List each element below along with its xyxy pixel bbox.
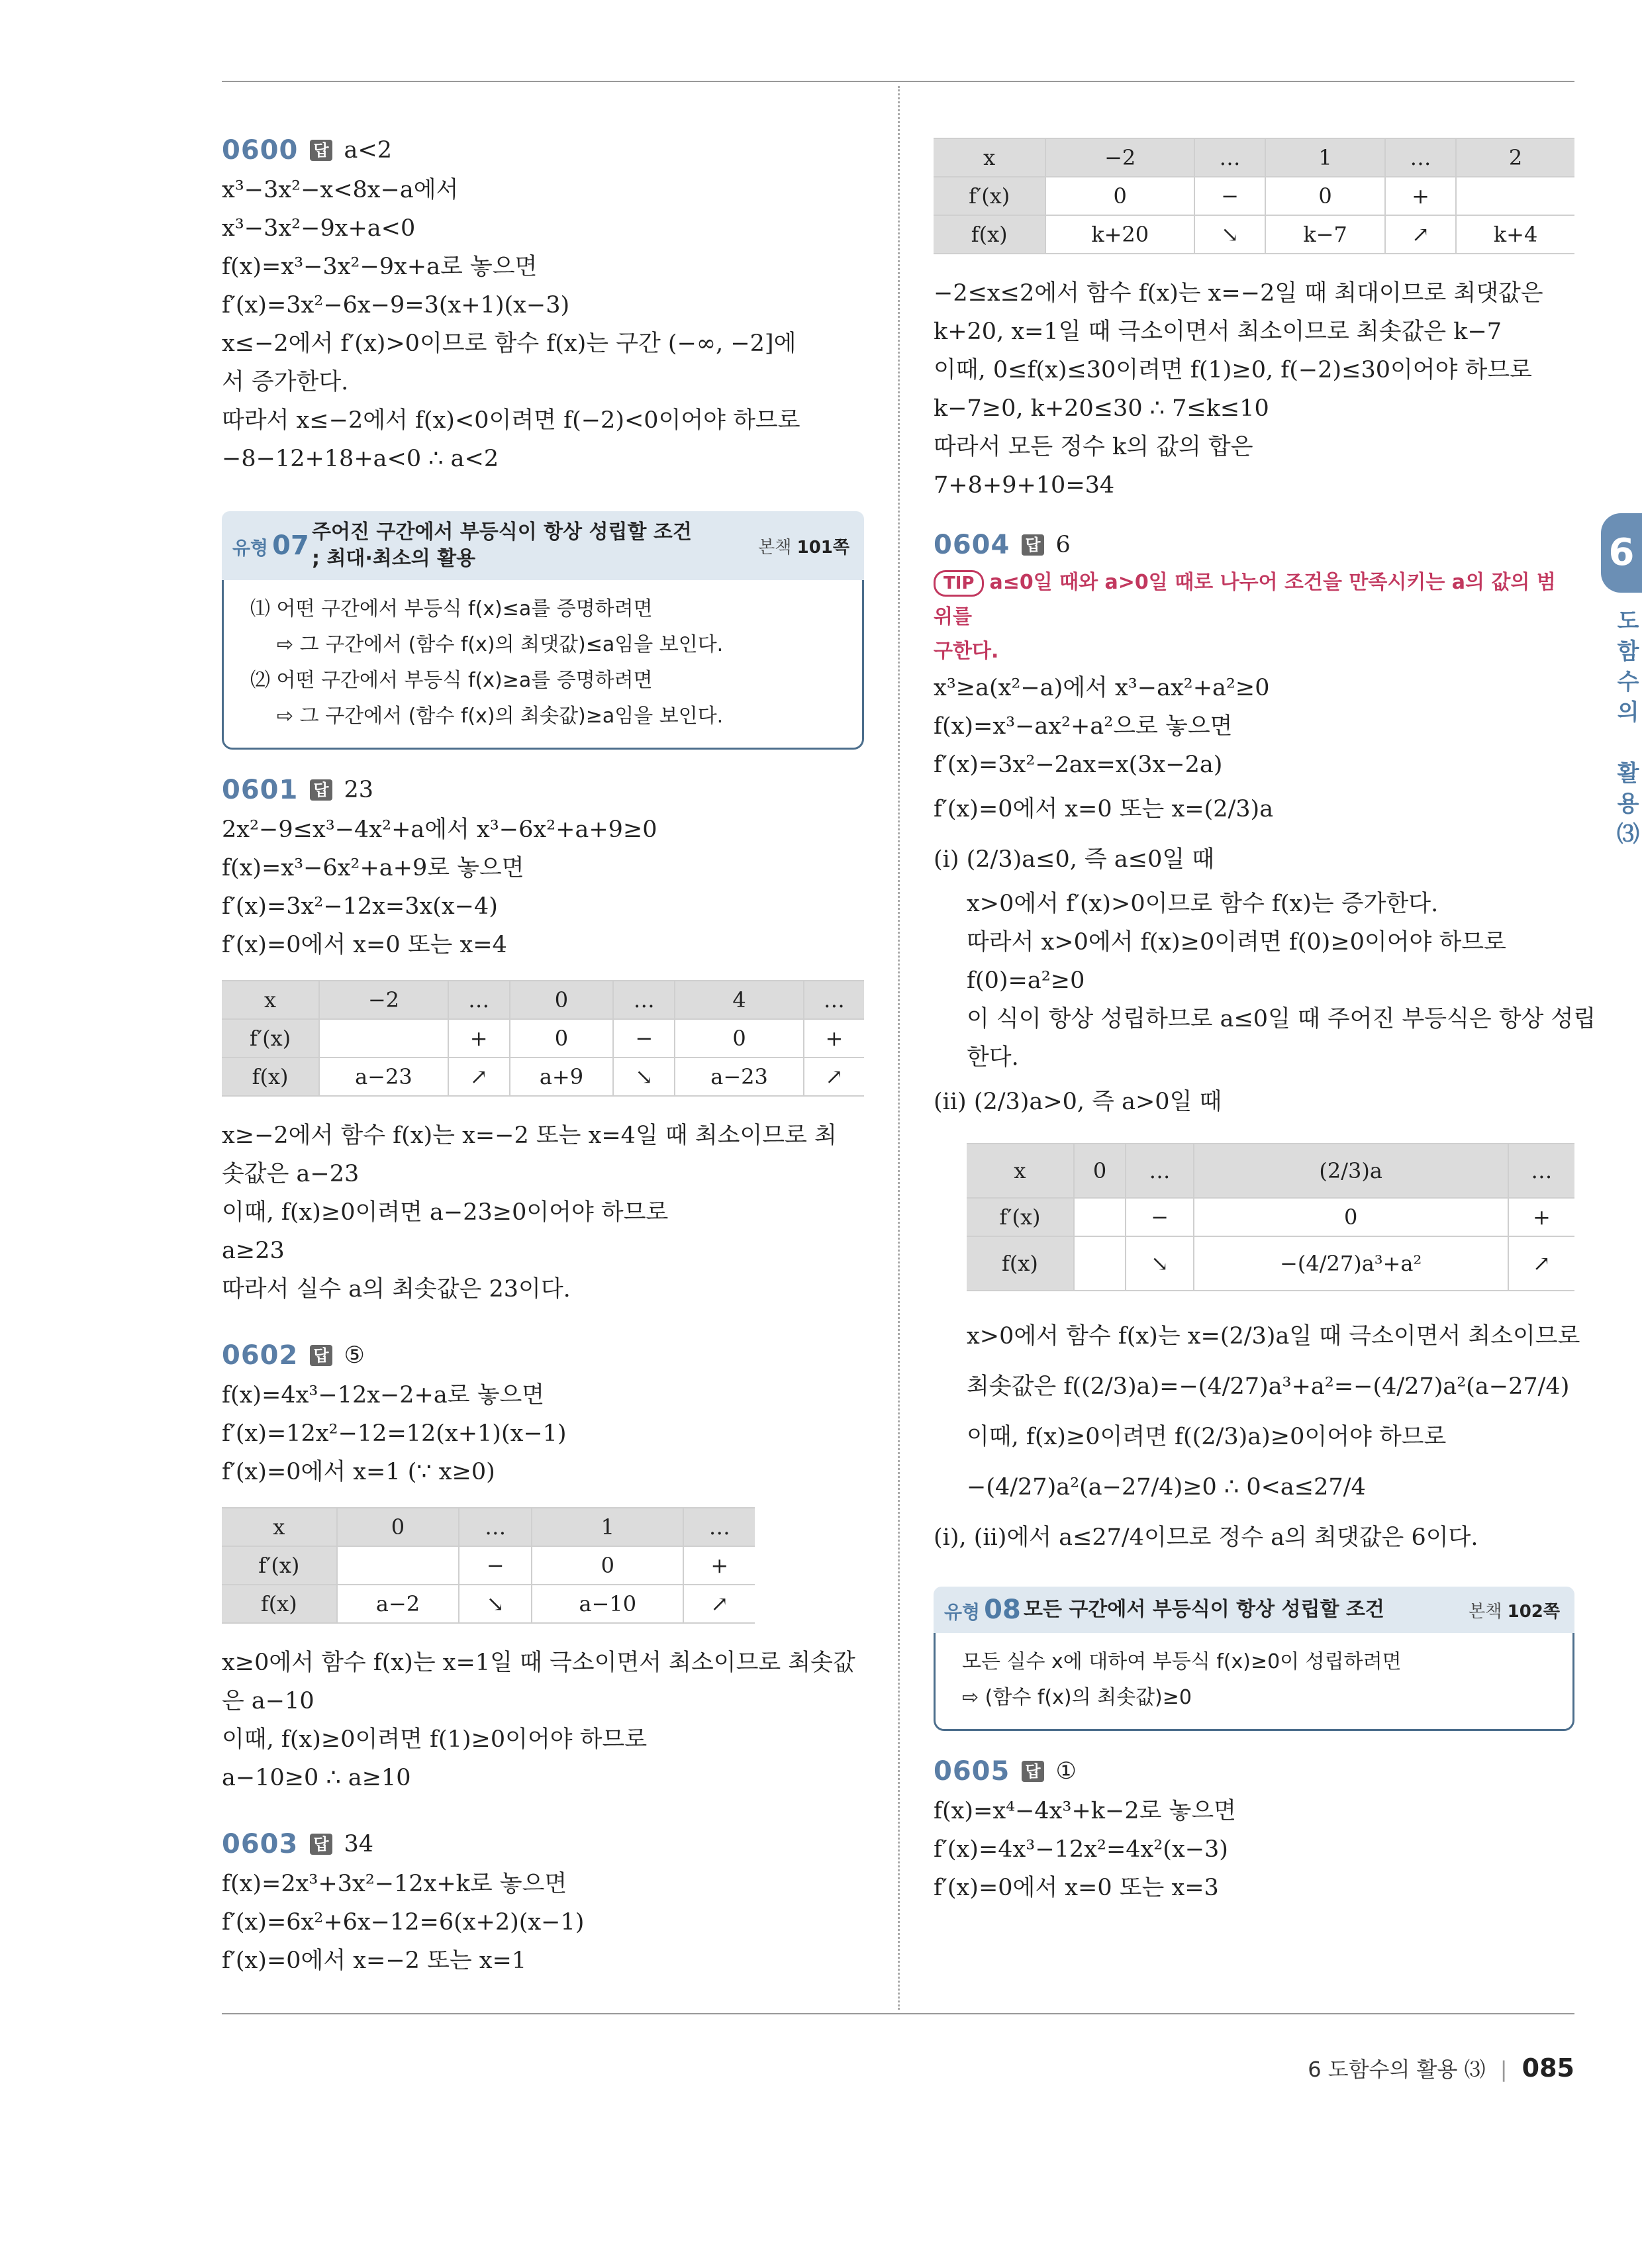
answer-value: ⑤ bbox=[344, 1342, 365, 1369]
answer-value: 23 bbox=[344, 777, 374, 803]
answer-badge: 답 bbox=[310, 779, 332, 801]
footer-separator: | bbox=[1500, 2057, 1508, 2082]
solution-line: 서 증가한다. bbox=[222, 369, 349, 395]
type-banner bbox=[934, 1587, 1574, 1633]
solution-line: f′(x)=3x²−2ax=x(3x−2a) bbox=[934, 752, 1223, 778]
problem-number: 0601 bbox=[222, 775, 299, 805]
type-tag: 유형 08 bbox=[944, 1595, 1021, 1625]
variation-table-0602: x 0 … 1 … f′(x) − 0 + f(x) a−2 ↘ a−10 ↗ bbox=[222, 1507, 755, 1624]
solution-line: 이때, f(x)≥0이려면 a−23≥0이어야 하므로 bbox=[222, 1199, 669, 1226]
answer-badge: 답 bbox=[310, 1834, 332, 1855]
answer-value: ① bbox=[1055, 1758, 1077, 1785]
solution-line: 이때, f(x)≥0이려면 f((2/3)a)≥0이어야 하므로 bbox=[967, 1424, 1447, 1450]
case-i-heading: (i) (2/3)a≤0, 즉 a≤0일 때 bbox=[934, 846, 1215, 873]
solution-line: 이때, f(x)≥0이려면 f(1)≥0이어야 하므로 bbox=[222, 1726, 648, 1753]
type-body bbox=[934, 1629, 1574, 1731]
type-line: 모든 실수 x에 대하여 부등식 f(x)≥0이 성립하려면 bbox=[962, 1650, 1402, 1673]
type-line: ⇨ 그 구간에서 (함수 f(x)의 최댓값)≤a임을 보인다. bbox=[277, 633, 724, 656]
type-07-box bbox=[222, 511, 864, 750]
type-08-box bbox=[934, 1587, 1574, 1731]
solution-line: −8−12+18+a<0 ∴ a<2 bbox=[222, 446, 499, 472]
answer-badge: 답 bbox=[1022, 1761, 1043, 1782]
variation-table-0604: x 0 … (2/3)a … f′(x) − 0 + f(x) ↘ −(4/27)a³+a² ↗ bbox=[967, 1143, 1574, 1291]
type-tag: 유형 07 bbox=[232, 530, 309, 561]
solution-line: f′(x)=0에서 x=0 또는 x=4 bbox=[222, 932, 507, 958]
problem-number: 0602 bbox=[222, 1340, 299, 1371]
solution-line: f′(x)=3x²−12x=3x(x−4) bbox=[222, 893, 498, 920]
solution-line: 따라서 실수 a의 최솟값은 23이다. bbox=[222, 1276, 571, 1303]
problem-number: 0600 bbox=[222, 135, 299, 166]
solution-line: f(0)=a²≥0 bbox=[967, 967, 1085, 994]
solution-line: x³−3x²−9x+a<0 bbox=[222, 215, 416, 242]
solution-line: f′(x)=0에서 x=0 또는 x=3 bbox=[934, 1875, 1219, 1901]
answer-value: 34 bbox=[344, 1831, 374, 1857]
type-title: 주어진 구간에서 부등식이 항상 성립할 조건 ; 최대·최소의 활용 bbox=[312, 520, 692, 570]
solution-line: 따라서 x≤−2에서 f(x)<0이려면 f(−2)<0이어야 하므로 bbox=[222, 407, 800, 434]
answer-badge: 답 bbox=[310, 1345, 332, 1366]
problem-0600-header bbox=[222, 130, 864, 171]
solution-line: f(x)=2x³+3x²−12x+k로 놓으면 bbox=[222, 1871, 567, 1897]
problem-number: 0605 bbox=[934, 1756, 1010, 1787]
type-body bbox=[222, 576, 864, 750]
solution-line: f′(x)=4x³−12x²=4x²(x−3) bbox=[934, 1836, 1228, 1863]
solution-line: x³≥a(x²−a)에서 x³−ax²+a²≥0 bbox=[934, 675, 1270, 701]
problem-0603-header bbox=[222, 1824, 864, 1865]
solution-line: 솟값은 a−23 bbox=[222, 1161, 360, 1187]
chapter-side-label: 도 함 수 의 활 용 ⑶ bbox=[1617, 608, 1639, 848]
bottom-rule bbox=[222, 2013, 1574, 2014]
solution-line: x>0에서 f′(x)>0이므로 함수 f(x)는 증가한다. bbox=[967, 891, 1439, 917]
type-title: 모든 구간에서 부등식이 항상 성립할 조건 bbox=[1024, 1598, 1384, 1621]
problem-0601-header bbox=[222, 769, 864, 811]
solution-line: −(4/27)a²(a−27/4)≥0 ∴ 0<a≤27/4 bbox=[967, 1474, 1366, 1501]
right-column bbox=[934, 130, 1596, 1907]
solution-line: x³−3x²−x<8x−a에서 bbox=[222, 177, 459, 203]
solution-line: 이때, 0≤f(x)≤30이려면 f(1)≥0, f(−2)≤30이어야 하므로 bbox=[934, 357, 1532, 383]
tip-line: TIP a≤0일 때와 a>0일 때로 나누어 조건을 만족시키는 a의 값의 범위를 bbox=[934, 571, 1556, 628]
solution-line: f′(x)=0에서 x=0 또는 x=(2/3)a bbox=[934, 796, 1274, 822]
variation-table-0601: x −2 … 0 … 4 … f′(x) + 0 − 0 + f(x) a−23 ↗ a+9 ↘ a−23 ↗ bbox=[222, 980, 864, 1097]
type-banner bbox=[222, 511, 864, 580]
solution-line: f′(x)=12x²−12=12(x+1)(x−1) bbox=[222, 1420, 567, 1447]
solution-line: f′(x)=6x²+6x−12=6(x+2)(x−1) bbox=[222, 1909, 585, 1936]
solution-line: f(x)=x⁴−4x³+k−2로 놓으면 bbox=[934, 1798, 1236, 1824]
solution-line: 한다. bbox=[967, 1044, 1019, 1071]
solution-line: 은 a−10 bbox=[222, 1688, 314, 1714]
solution-line: 따라서 모든 정수 k의 값의 합은 bbox=[934, 434, 1253, 460]
solution-line: 7+8+9+10=34 bbox=[934, 472, 1115, 499]
solution-line: a−10≥0 ∴ a≥10 bbox=[222, 1765, 411, 1791]
solution-line: f′(x)=0에서 x=−2 또는 x=1 bbox=[222, 1948, 527, 1974]
footer-chapter-title: 6 도함수의 활용 ⑶ bbox=[1308, 2057, 1486, 2082]
solution-line: f(x)=4x³−12x−2+a로 놓으면 bbox=[222, 1382, 545, 1408]
answer-value: a<2 bbox=[344, 137, 392, 164]
chapter-tab: 6 bbox=[1601, 513, 1642, 593]
solution-line: x≥−2에서 함수 f(x)는 x=−2 또는 x=4일 때 최소이므로 최 bbox=[222, 1122, 837, 1149]
type-reference: 본책 101쪽 bbox=[758, 537, 849, 558]
solution-line: f(x)=x³−ax²+a²으로 놓으면 bbox=[934, 713, 1233, 740]
solution-line: x>0에서 함수 f(x)는 x=(2/3)a일 때 극소이면서 최소이므로 bbox=[967, 1323, 1580, 1350]
tip-badge: TIP bbox=[934, 570, 984, 597]
type-line: ⑵ 어떤 구간에서 부등식 f(x)≥a를 증명하려면 bbox=[250, 669, 653, 692]
solution-line: a≥23 bbox=[222, 1238, 285, 1264]
solution-line: f(x)=x³−3x²−9x+a로 놓으면 bbox=[222, 254, 538, 280]
type-reference: 본책 102쪽 bbox=[1469, 1601, 1560, 1622]
problem-number: 0603 bbox=[222, 1829, 299, 1859]
solution-line: 2x²−9≤x³−4x²+a에서 x³−6x²+a+9≥0 bbox=[222, 816, 657, 843]
solution-line: 이 식이 항상 성립하므로 a≤0일 때 주어진 부등식은 항상 성립 bbox=[967, 1006, 1596, 1032]
variation-table-0603: x −2 … 1 … 2 f′(x) 0 − 0 + f(x) k+20 ↘ k−7 ↗ k+4 bbox=[934, 138, 1574, 254]
solution-line: k−7≥0, k+20≤30 ∴ 7≤k≤10 bbox=[934, 395, 1269, 422]
type-line: ⇨ 그 구간에서 (함수 f(x)의 최솟값)≥a임을 보인다. bbox=[277, 705, 724, 728]
conclusion-line: (i), (ii)에서 a≤27/4이므로 정수 a의 최댓값은 6이다. bbox=[934, 1524, 1478, 1551]
solution-line: 따라서 x>0에서 f(x)≥0이려면 f(0)≥0이어야 하므로 bbox=[967, 929, 1506, 956]
tip-line: 구한다. bbox=[934, 640, 999, 663]
type-line: ⇨ (함수 f(x)의 최솟값)≥0 bbox=[962, 1686, 1192, 1709]
solution-line: x≤−2에서 f′(x)>0이므로 함수 f(x)는 구간 (−∞, −2]에 bbox=[222, 330, 797, 357]
problem-0604-header bbox=[934, 524, 1574, 566]
solution-line: 최솟값은 f((2/3)a)=−(4/27)a³+a²=−(4/27)a²(a−27/4) bbox=[967, 1373, 1570, 1400]
answer-badge: 답 bbox=[310, 140, 332, 161]
case-ii-heading: (ii) (2/3)a>0, 즉 a>0일 때 bbox=[934, 1089, 1222, 1115]
top-rule bbox=[222, 81, 1574, 82]
problem-0602-header bbox=[222, 1335, 864, 1376]
solution-line: −2≤x≤2에서 함수 f(x)는 x=−2일 때 최대이므로 최댓값은 bbox=[934, 280, 1543, 307]
answer-badge: 답 bbox=[1022, 534, 1043, 556]
type-line: ⑴ 어떤 구간에서 부등식 f(x)≤a를 증명하려면 bbox=[250, 597, 653, 620]
problem-0605-header bbox=[934, 1751, 1574, 1792]
solution-line: f(x)=x³−6x²+a+9로 놓으면 bbox=[222, 855, 524, 881]
problem-number: 0604 bbox=[934, 530, 1010, 560]
left-column bbox=[222, 130, 864, 1980]
solution-line: f′(x)=0에서 x=1 (∵ x≥0) bbox=[222, 1459, 495, 1485]
column-divider bbox=[898, 86, 900, 2010]
page-footer bbox=[1308, 2053, 1574, 2083]
page-number: 085 bbox=[1521, 2053, 1574, 2083]
solution-line: x≥0에서 함수 f(x)는 x=1일 때 극소이면서 최소이므로 최솟값 bbox=[222, 1650, 855, 1676]
solution-line: f′(x)=3x²−6x−9=3(x+1)(x−3) bbox=[222, 292, 570, 319]
answer-value: 6 bbox=[1055, 532, 1071, 558]
solution-line: k+20, x=1일 때 극소이면서 최소이므로 최솟값은 k−7 bbox=[934, 319, 1502, 345]
